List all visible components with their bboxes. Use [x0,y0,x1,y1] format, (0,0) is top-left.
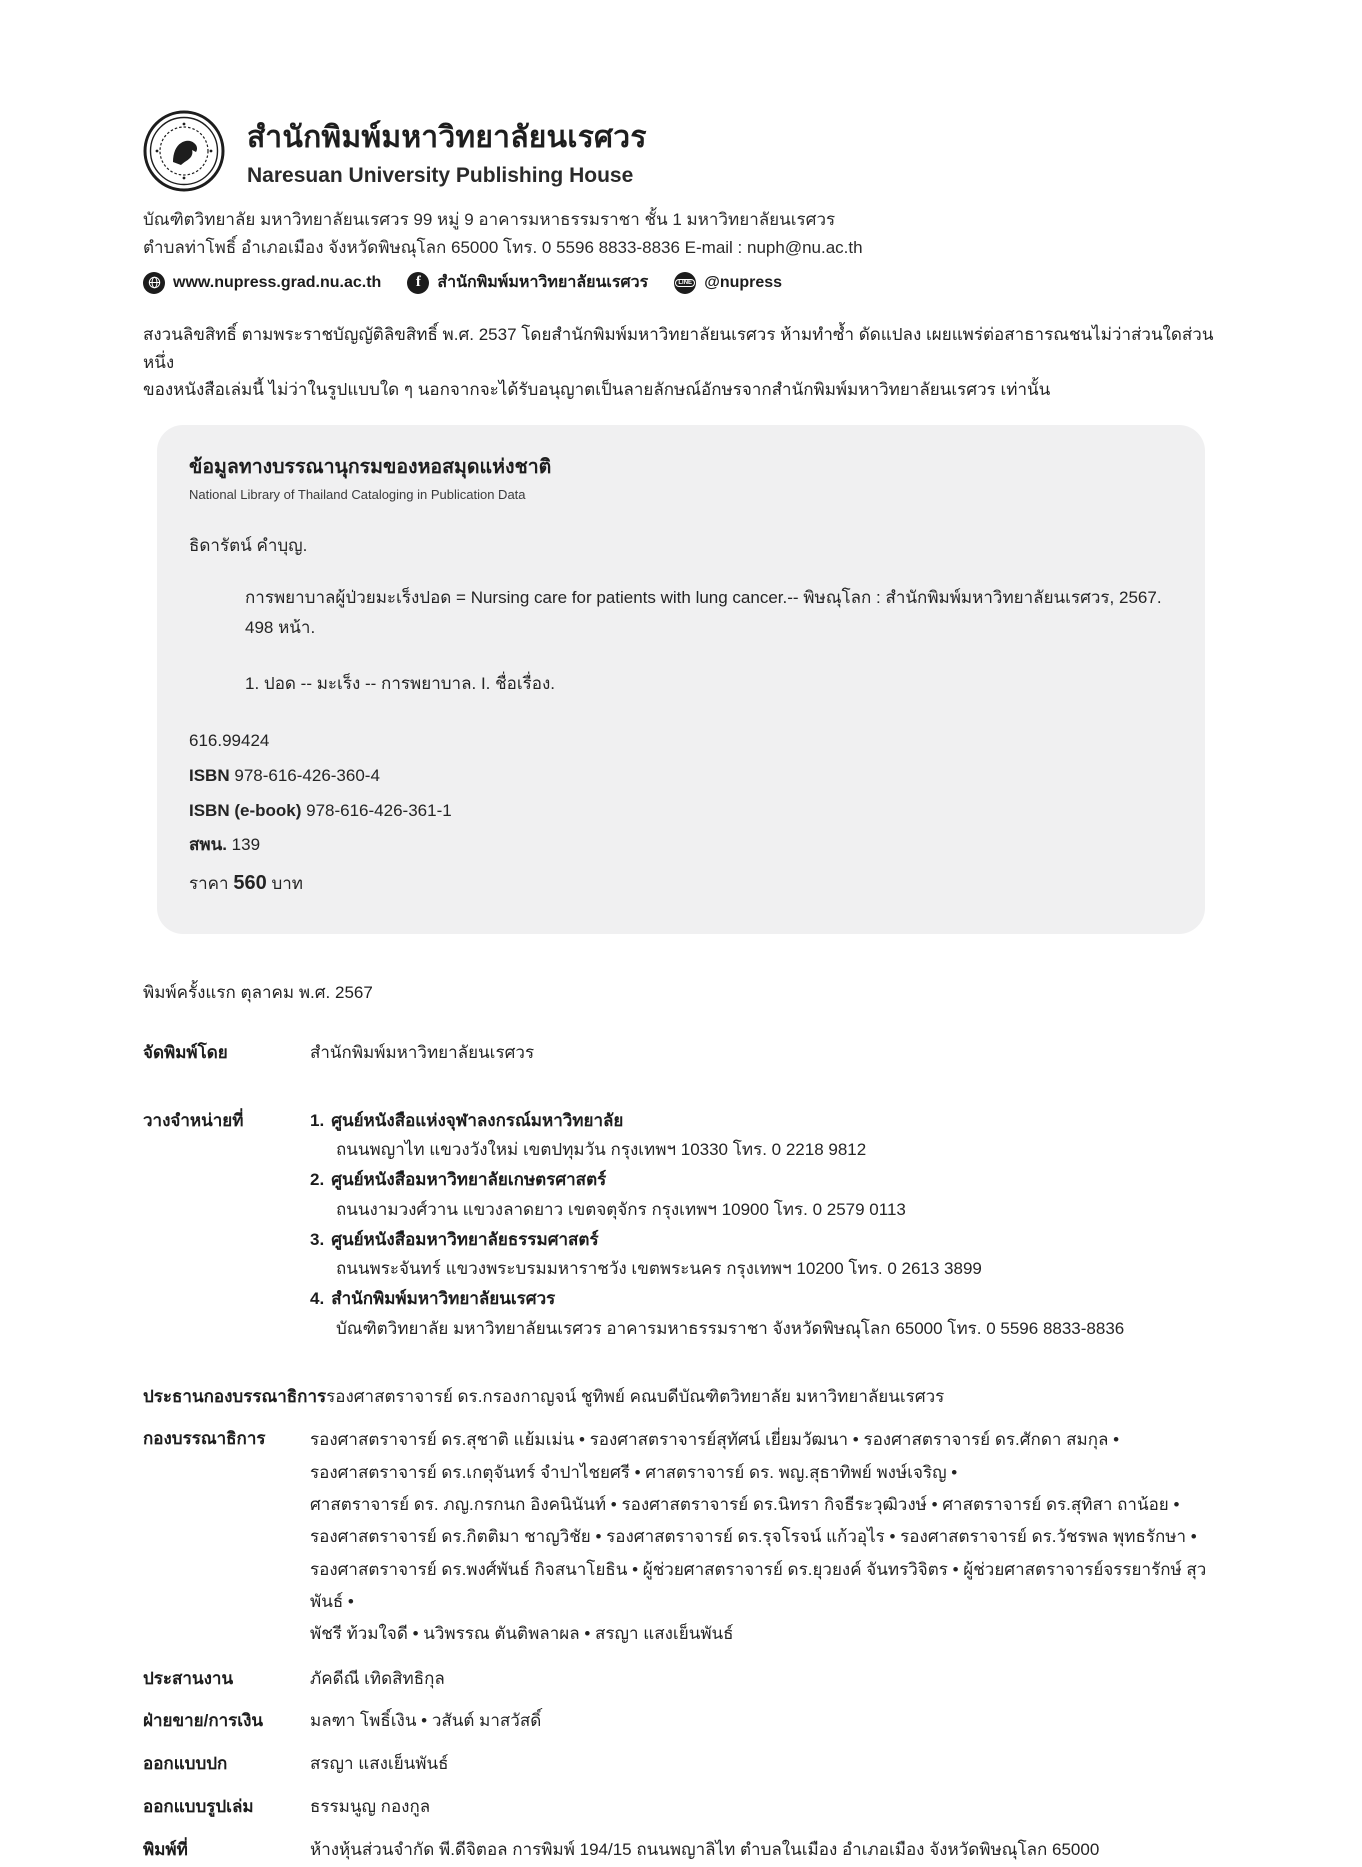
line-icon: LINE [674,272,696,294]
layout-design-row [143,1792,1227,1822]
cip-isbn [189,759,1171,794]
cip-title-th: ข้อมูลทางบรรณานุกรมของหอสมุดแห่งชาติ [189,455,552,478]
distributor-name: ศูนย์หนังสือมหาวิทยาลัยธรรมศาสตร์ [331,1229,599,1249]
social-row [143,270,1227,295]
publisher-name-en: Naresuan University Publishing House [247,164,634,187]
cip-price [189,863,1171,904]
cip-pages: 498 หน้า. [245,618,316,638]
first-print-line: พิมพ์ครั้งแรก ตุลาคม พ.ศ. 2567 [143,983,373,1003]
distribution-row [143,1106,1227,1344]
website-item [143,272,381,294]
facebook-label: สำนักพิมพ์มหาวิทยาลัยนเรศวร [437,274,649,292]
distributor-name: สำนักพิมพ์มหาวิทยาลัยนเรศวร [331,1289,556,1309]
editor-chief-row [143,1382,1227,1412]
distributor-address: ถนนพญาไท แขวงวังใหม่ เขตปทุมวัน กรุงเทพฯ 10330 โทร. 0 2218 9812 [336,1140,867,1160]
published-by-row [143,1038,1227,1068]
publisher-address [143,206,1227,261]
published-by-label: จัดพิมพ์โดย [143,1042,228,1062]
website-url: www.nupress.grad.nu.ac.th [173,273,382,291]
distributor-address: ถนนพระจันทร์ แขวงพระบรมมหาราชวัง เขตพระนคร กรุงเทพฯ 10200 โทร. 0 2613 3899 [336,1259,982,1279]
editor-chief-label: ประธานกองบรรณาธิการ [143,1386,327,1406]
cover-design-row [143,1749,1227,1779]
sales-row [143,1706,1227,1736]
coordinator-value: ภัคดีณี เทิดสิทธิกุล [310,1668,445,1688]
sapon-value: 139 [231,835,261,855]
isbn-value: 978-616-426-360-4 [234,765,380,785]
sales-label: ฝ่ายขาย/การเงิน [143,1711,264,1731]
cip-isbn-ebook [189,794,1171,829]
editors-label: กองบรรณาธิการ [143,1429,266,1449]
publisher-name-th: สำนักพิมพ์มหาวิทยาลัยนเรศวร [247,121,647,154]
isbn-label: ISBN [189,765,230,785]
published-by-value: สำนักพิมพ์มหาวิทยาลัยนเรศวร [310,1042,535,1062]
list-item: 1. ศูนย์หนังสือแห่งจุฬาลงกรณ์มหาวิทยาลัย ถนนพญาไท แขวงวังใหม่ เขตปทุมวัน กรุงเทพฯ 10330 โทร. 0 2218 9812 [310,1106,1124,1166]
facebook-item [407,270,648,295]
coordinator-label: ประสานงาน [143,1668,234,1688]
publisher-seal-logo [143,110,225,192]
distribution-label: วางจำหน่ายที่ [143,1110,244,1130]
editors-line: รองศาสตราจารย์ ดร.พงศ์พันธ์ กิจสนาโยธิน • ผู้ช่วยศาสตราจารย์ ดร.ยุวยงค์ จันทรวิจิตร • ผู้ช่วยศาสตราจารย์จรรยารักษ์ สุวพันธ์ • [310,1559,1207,1611]
editors-row [143,1424,1227,1650]
editors-line: รองศาสตราจารย์ ดร.เกตุจันทร์ จำปาไชยศรี • ศาสตราจารย์ ดร. พญ.สุธาทิพย์ พงษ์เจริญ • [310,1462,958,1482]
coordinator-row [143,1664,1227,1694]
distributor-name: ศูนย์หนังสือแห่งจุฬาลงกรณ์มหาวิทยาลัย [331,1110,624,1130]
cover-design-label: ออกแบบปก [143,1754,228,1774]
cip-box [157,425,1205,935]
globe-icon [143,272,165,294]
distributor-address: ถนนงามวงศ์วาน แขวงลาดยาว เขตจตุจักร กรุงเทพฯ 10900 โทร. 0 2579 0113 [336,1199,906,1219]
publisher-header [143,110,1227,192]
sapon-label: สพน. [189,835,227,855]
editors-line: ศาสตราจารย์ ดร. ภญ.กรกนก อิงคนินันท์ • รองศาสตราจารย์ ดร.นิทรา กิจธีระวุฒิวงษ์ • ศาสตราจารย์ ดร.สุทิสา ถาน้อย • [310,1495,1180,1515]
layout-design-value: ธรรมนูญ กองกูล [310,1796,431,1816]
cip-author: ธิดารัตน์ คำบุญ. [189,535,308,555]
list-item: 2. ศูนย์หนังสือมหาวิทยาลัยเกษตรศาสตร์ ถนนงามวงศ์วาน แขวงลาดยาว เขตจตุจักร กรุงเทพฯ 10900 โทร. 0 2579 0113 [310,1165,1124,1225]
list-item: 4. สำนักพิมพ์มหาวิทยาลัยนเรศวร บัณฑิตวิทยาลัย มหาวิทยาลัยนเรศวร อาคารมหาธรรมราชา จังหวัดพิษณุโลก 65000 โทร. 0 5596 8833-8836 [310,1284,1124,1344]
editors-list [310,1424,1227,1650]
address-line-2: ตำบลท่าโพธิ์ อำเภอเมือง จังหวัดพิษณุโลก 65000 โทร. 0 5596 8833-8836 E-mail : nuph@nu.ac.th [143,237,863,257]
distributor-address: บัณฑิตวิทยาลัย มหาวิทยาลัยนเรศวร อาคารมหาธรรมราชา จังหวัดพิษณุโลก 65000 โทร. 0 5596 8833-8836 [336,1318,1125,1338]
copyright-line-1: สงวนลิขสิทธิ์ ตามพระราชบัญญัติลิขสิทธิ์ พ.ศ. 2537 โดยสำนักพิมพ์มหาวิทยาลัยนเรศวร ห้ามทำซ้ำ ดัดแปลง เผยแพร่ต่อสาธารณชนไม่ว่าส่วนใดส่วนหนึ่ง [143,325,1214,372]
line-item [674,272,782,294]
address-line-1: บัณฑิตวิทยาลัย มหาวิทยาลัยนเรศวร 99 หมู่ 9 อาคารมหาธรรมราชา ชั้น 1 มหาวิทยาลัยนเรศวร [143,210,836,229]
printer-label: พิมพ์ที่ [143,1839,188,1859]
price-value: 560 [233,872,267,895]
editors-line: รองศาสตราจารย์ ดร.สุชาติ แย้มเม่น • รองศาสตราจารย์สุทัศน์ เยี่ยมวัฒนา • รองศาสตราจารย์ ดร.ศักดา สมกุล • [310,1430,1120,1450]
layout-design-label: ออกแบบรูปเล่ม [143,1796,254,1816]
cip-subjects: 1. ปอด -- มะเร็ง -- การพยาบาล. I. ชื่อเรื่อง. [245,673,556,693]
sales-value: มลฑา โพธิ์เงิน • วสันต์ มาสวัสดิ์ [310,1711,542,1731]
line-handle: @nupress [704,273,783,291]
isbn-ebook-value: 978-616-426-361-1 [306,800,452,820]
cip-title-en: National Library of Thailand Cataloging in Publication Data [189,486,526,502]
printer-value: ห้างหุ้นส่วนจำกัด พี.ดีจิตอล การพิมพ์ 194/15 ถนนพญาลิไท ตำบลในเมือง อำเภอเมือง จังหวัดพิษณุโลก 65000 [310,1839,1100,1859]
distributor-list [310,1106,1124,1344]
editor-chief-value: รองศาสตราจารย์ ดร.กรองกาญจน์ ชูทิพย์ คณบดีบัณฑิตวิทยาลัย มหาวิทยาลัยนเรศวร [326,1386,945,1406]
editors-line: รองศาสตราจารย์ ดร.กิตติมา ชาญวิชัย • รองศาสตราจารย์ ดร.รุจโรจน์ แก้วอุไร • รองศาสตราจารย์ ดร.วัชรพล พุทธรักษา • [310,1527,1197,1547]
cip-book-title: การพยาบาลผู้ป่วยมะเร็งปอด = Nursing care for patients with lung cancer.-- พิษณุโลก : สำนักพิมพ์มหาวิทยาลัยนเรศวร, 2567. [245,587,1162,607]
list-item: 3. ศูนย์หนังสือมหาวิทยาลัยธรรมศาสตร์ ถนนพระจันทร์ แขวงพระบรมมหาราชวัง เขตพระนคร กรุงเทพฯ 10200 โทร. 0 2613 3899 [310,1225,1124,1285]
price-unit: บาท [271,874,303,894]
printer-row [143,1835,1227,1865]
isbn-ebook-label: ISBN (e-book) [189,800,302,820]
price-label: ราคา [189,874,229,894]
editors-line: พัชรี ท้วมใจดี • นวิพรรณ ตันติพลาผล • สรญา แสงเย็นพันธ์ [310,1624,734,1644]
copyright-notice [143,321,1227,404]
facebook-icon: f [407,272,429,294]
distributor-name: ศูนย์หนังสือมหาวิทยาลัยเกษตรศาสตร์ [331,1170,607,1190]
cip-sapon [189,828,1171,863]
cover-design-value: สรญา แสงเย็นพันธ์ [310,1754,449,1774]
copyright-line-2: ของหนังสือเล่มนี้ ไม่ว่าในรูปแบบใด ๆ นอกจากจะได้รับอนุญาตเป็นลายลักษณ์อักษรจากสำนักพิมพ์มหาวิทยาลัยนเรศวร เท่านั้น [143,380,1051,400]
cip-dewey: 616.99424 [189,730,270,750]
